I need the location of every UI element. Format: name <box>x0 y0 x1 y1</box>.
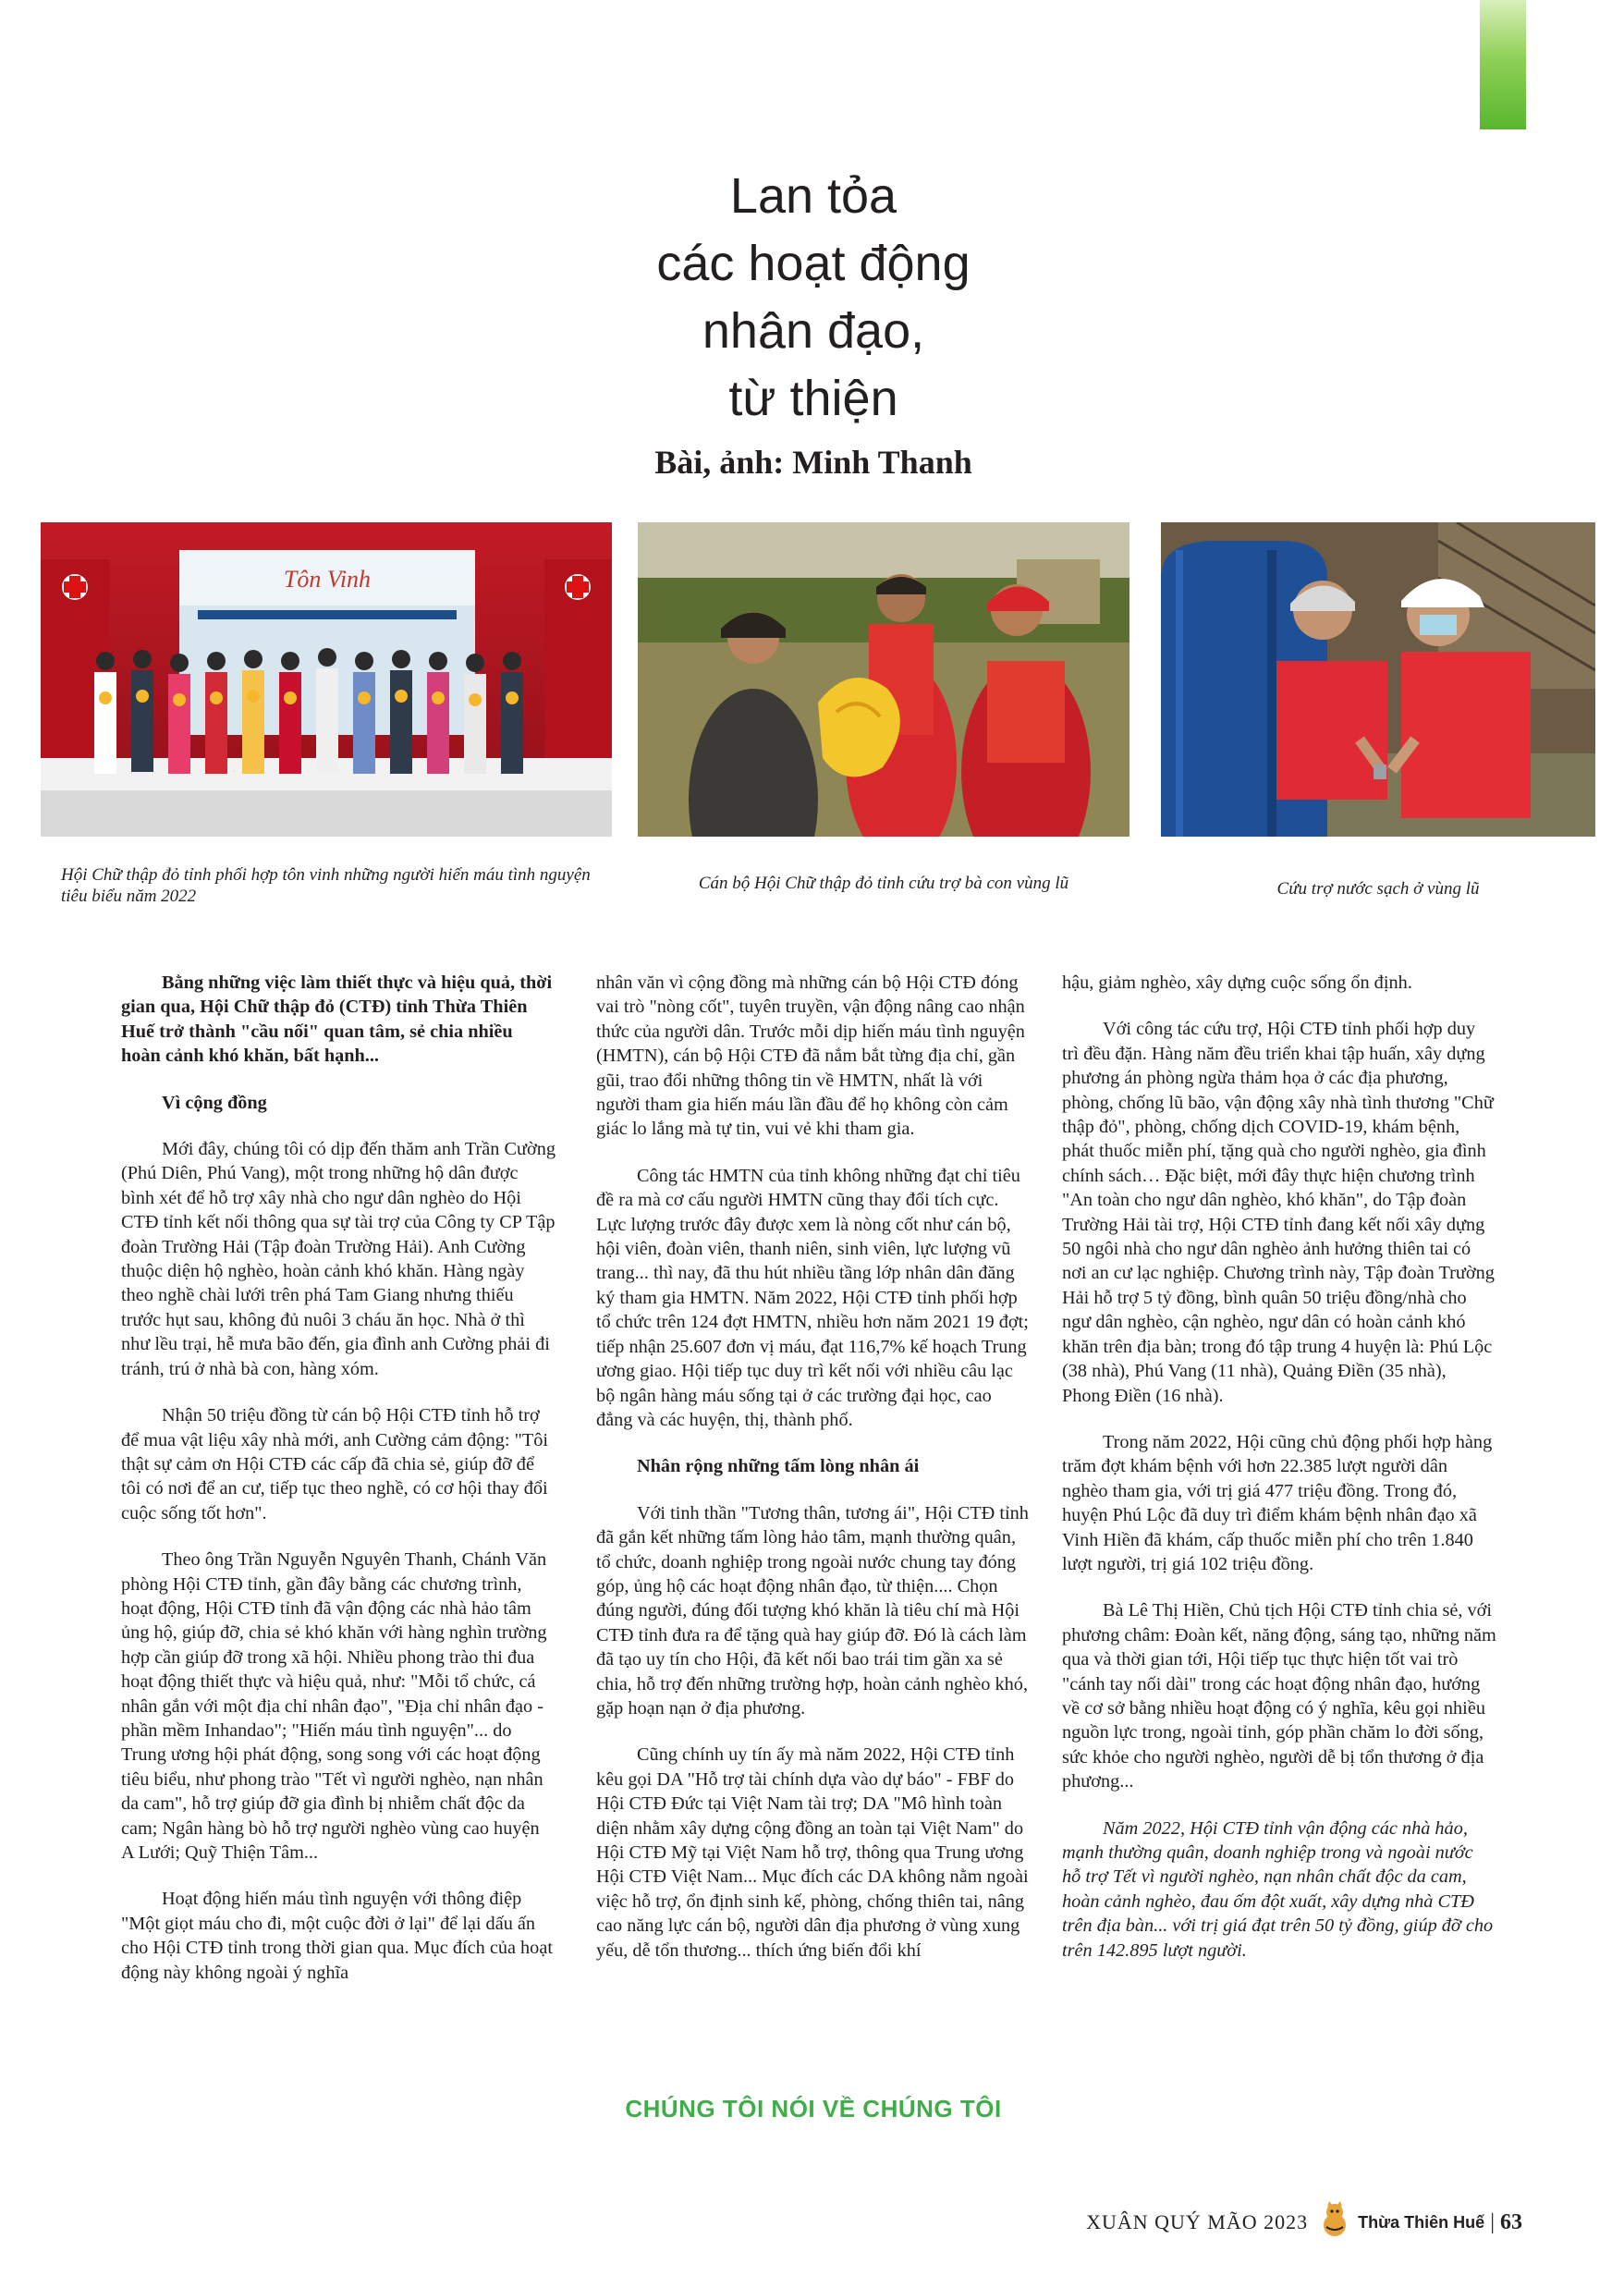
title-line: các hoạt động <box>656 236 971 291</box>
section-label: CHÚNG TÔI NÓI VỀ CHÚNG TÔI <box>625 2095 1002 2123</box>
paragraph: Với tinh thần "Tương thân, tương ái", Hội CTĐ tỉnh đã gắn kết những tấm lòng hảo tâm, mạnh thường quân, tổ chức, doanh nghiệp trong ngoài nước chung tay đóng góp, ủng hộ các hoạt động nhân đạo, từ thiện.... Chọn đúng người, đúng đối tượng khó khăn là tiêu chí mà Hội CTĐ tỉnh đưa ra để tặng quà hay giúp đỡ. Đó là cách làm đã tạo uy tín cho Hội, đã kết nối bao trái tim gần xa sẻ chia, hỗ trợ đến những trường hợp, hoàn cảnh nghèo khó, gặp hoạn nạn ở địa phương. <box>596 1502 1029 1719</box>
publication-name: Thừa Thiên Huế <box>1358 2212 1485 2232</box>
paragraph: Công tác HMTN của tỉnh không những đạt chỉ tiêu đề ra mà cơ cấu người HMTN cũng thay đổi tích cực. Lực lượng trước đây được xem là nòng cốt như cán bộ, hội viên, đoàn viên, thanh niên, sinh viên, lực lượng vũ trang... thì nay, đã thu hút nhiều tầng lớp nhân dân đăng ký tham gia HMTN. Năm 2022, Hội CTĐ tỉnh phối hợp tổ chức trên 124 đợt HMTN, nhiều hơn năm 2021 19 đợt; tiếp nhận 25.607 đơn vị máu, đạt 116,7% kế hoạch Trung ương giao. Hội tiếp tục duy trì kết nối với nhiều câu lạc bộ ngân hàng máu sống tại ở các trường đại học, cao đẳng và các huyện, thị, thành phố. <box>596 1165 1029 1430</box>
paragraph: hậu, giảm nghèo, xây dựng cuộc sống ổn định. <box>1062 973 1412 993</box>
caption-clean-water: Cứu trợ nước sạch ở vùng lũ <box>1276 879 1480 899</box>
byline: Bài, ảnh: Minh Thanh <box>654 444 972 481</box>
section-color-tab <box>1480 0 1526 129</box>
page-number: 63 <box>1500 2209 1522 2234</box>
article-column-2 <box>596 971 1031 1985</box>
article-column-1 <box>121 971 556 2007</box>
ceremony-banner-title: Tôn Vinh <box>283 566 372 593</box>
paragraph: nhân văn vì cộng đồng mà những cán bộ Hội CTĐ đóng vai trò "nòng cốt", tuyên truyền, vận động nâng cao nhận thức của người dân. Trước mỗi dịp hiến máu tình nguyện (HMTN), cán bộ Hội CTĐ đã nắm bắt từng địa chỉ, gần gũi, trao đổi những thông tin về HMTN, nhất là với người tham gia hiến máu lần đầu để họ không còn cảm giác lo lắng mà tự tin, vui vẻ khi tham gia. <box>596 973 1025 1140</box>
closing-note: Năm 2022, Hội CTĐ tỉnh vận động các nhà hảo, mạnh thường quân, doanh nghiệp trong và ngoài nước hỗ trợ Tết vì người nghèo, nạn nhân chất độc da cam, hoàn cảnh nghèo, đau ốm đột xuất, xây dựng nhà CTĐ trên địa bàn... với trị giá đạt trên 50 tỷ đồng, giúp đỡ cho trên 142.895 lượt người. <box>1062 1817 1494 1961</box>
paragraph: Trong năm 2022, Hội cũng chủ động phối hợp hàng trăm đợt khám bệnh với hơn 22.385 lượt người dân nghèo tham gia, với trị giá 477 triệu đồng. Trong đó, huyện Phú Lộc đã duy trì điểm khám bệnh nhân đạo xã Vinh Hiền đã khám, cấp thuốc miễn phí cho trên 1.840 lượt người, trị giá 102 triệu đồng. <box>1062 1431 1493 1574</box>
photo-ceremony <box>41 522 612 837</box>
page-footer <box>1086 2204 1522 2241</box>
article-title <box>555 163 1072 433</box>
section-heading: Nhân rộng những tấm lòng nhân ái <box>637 1456 920 1477</box>
caption-ceremony: Hội Chữ thập đỏ tỉnh phối hợp tôn vinh những người hiến máu tình nguyện tiêu biểu năm 2022 <box>61 865 591 906</box>
paragraph: Theo ông Trần Nguyễn Nguyên Thanh, Chánh Văn phòng Hội CTĐ tỉnh, gần đây bằng các chương trình, hoạt động, Hội CTĐ tỉnh đã vận động các nhà hảo tâm ủng hộ, giúp đỡ, chia sẻ khó khăn với hàng nghìn trường hợp cần giúp đỡ trong xã hội. Nhiều phong trào thi đua hoạt động thiết thực và hiệu quả, như: "Mỗi tổ chức, cá nhân gắn với một địa chỉ nhân đạo", "Địa chỉ nhân đạo - phần mềm Inhandao"; "Hiến máu tình nguyện"... do Trung ương hội phát động, song song với các hoạt động tiêu biểu, như phong trào "Tết vì người nghèo, nạn nhân da cam", hỗ trợ giúp đỡ gia đình bị nhiễm chất độc da cam; Ngân hàng bò hỗ trợ người nghèo vùng cao huyện A Lưới; Quỹ Thiện Tâm... <box>121 1549 547 1863</box>
caption-flood-relief: Cán bộ Hội Chữ thập đỏ tỉnh cứu trợ bà con vùng lũ <box>698 874 1069 893</box>
separator: | <box>1490 2209 1495 2234</box>
paragraph: Bà Lê Thị Hiền, Chủ tịch Hội CTĐ tỉnh chia sẻ, với phương châm: Đoàn kết, năng động, sáng tạo, những năm qua và thời gian tới, Hội tiếp tục thực hiện tốt vai trò "cánh tay nối dài" trong các hoạt động nhân đạo, hướng về cơ sở bằng nhiều hoạt động có ý nghĩa, kêu gọi nhiều nguồn lực trong, ngoài tỉnh, góp phần chăm lo đời sống, sức khỏe cho người nghèo, người dễ bị tổn thương ở địa phương... <box>1062 1600 1496 1792</box>
photo-clean-water <box>1161 522 1595 837</box>
title-line: từ thiện <box>728 371 898 426</box>
paragraph: Cũng chính uy tín ấy mà năm 2022, Hội CTĐ tỉnh kêu gọi DA "Hỗ trợ tài chính dựa vào dự báo" - FBF do Hội CTĐ Đức tại Việt Nam tài trợ; DA "Mô hình toàn diện nhằm xây dựng cộng đồng an toàn tại Việt Nam" do Hội CTĐ Mỹ tại Việt Nam hỗ trợ, thông qua Trung ương Hội CTĐ Việt Nam... Mục đích các DA không nằm ngoài việc hỗ trợ, ổn định sinh kế, phòng, chống thiên tai, nâng cao năng lực cán bộ, người dân địa phương ở vùng xung yếu, dễ tổn thương... thích ứng biến đổi khí <box>596 1744 1029 1961</box>
paragraph: Hoạt động hiến máu tình nguyện với thông điệp "Một giọt máu cho đi, một cuộc đời ở lại" để lại dấu ấn cho Hội CTĐ tỉnh trong thời gian qua. Mục đích của hoạt động này không ngoài ý nghĩa <box>121 1889 553 1983</box>
section-heading: Vì cộng đồng <box>162 1092 267 1113</box>
article-lead: Bằng những việc làm thiết thực và hiệu quả, thời gian qua, Hội Chữ thập đỏ (CTĐ) tỉnh Thừa Thiên Huế trở thành "cầu nối" quan tâm, sẻ chia nhiều hoàn cảnh khó khăn, bất hạnh... <box>121 973 553 1067</box>
paragraph: Mới đây, chúng tôi có dịp đến thăm anh Trần Cường (Phú Diên, Phú Vang), một trong những hộ dân được bình xét để hỗ trợ xây nhà cho ngư dân nghèo do Hội CTĐ tỉnh kết nối thông qua sự tài trợ của Công ty CP Tập đoàn Trường Hải (Tập đoàn Trường Hải). Anh Cường thuộc diện hộ nghèo, hoàn cảnh khó khăn. Hàng ngày theo nghề chài lưới trên phá Tam Giang nhưng thiếu trước hụt sau, không đủ nuôi 3 cháu ăn học. Nhà ở thì như lều trại, hễ mưa bão đến, gia đình anh Cường phải đi tránh, trú ở nhà bà con, hàng xóm. <box>121 1139 556 1379</box>
issue-label: XUÂN QUÝ MÃO 2023 <box>1086 2210 1309 2233</box>
paragraph: Nhận 50 triệu đồng từ cán bộ Hội CTĐ tỉnh hỗ trợ để mua vật liệu xây nhà mới, anh Cường cảm động: "Tôi thật sự cảm ơn Hội CTĐ các cấp đã chia sẻ, giúp đỡ để tôi có nơi để an cư, tiếp tục theo nghề, có cơ hội thay đổi cuộc sống tốt hơn". <box>121 1405 549 1523</box>
photo-flood-relief <box>638 522 1129 837</box>
title-line: nhân đạo, <box>702 303 925 359</box>
mascot-icon <box>1317 2201 1352 2244</box>
paragraph: Với công tác cứu trợ, Hội CTĐ tỉnh phối hợp duy trì đều đặn. Hàng năm đều triển khai tập huấn, xây dựng phương án phòng ngừa thảm họa ở các địa phương, phòng, chống lũ bão, vận động xây nhà tình thương "Chữ thập đỏ", phòng, chống dịch COVID-19, khám bệnh, phát thuốc miễn phí, tặng quà cho người nghèo, gia đình chính sách… Đặc biệt, mới đây thực hiện chương trình "An toàn cho ngư dân nghèo, khó khăn", do Tập đoàn Trường Hải tài trợ, Hội CTĐ tỉnh đang kết nối xây dựng 50 ngôi nhà cho ngư dân nghèo ảnh hưởng thiên tai có nơi an cư lạc nghiệp. Chương trình này, Tập đoàn Trường Hải hỗ trợ 5 tỷ đồng, bình quân 50 triệu đồng/nhà cho ngư dân nghèo, cận nghèo, ngư dân có hoàn cảnh khó khăn trên địa bàn; trong đó tập trung 4 huyện là: Phú Lộc (38 nhà), Phú Vang (11 nhà), Quảng Điền (35 nhà), Phong Điền (16 nhà). <box>1062 1019 1495 1406</box>
title-line: Lan tỏa <box>729 168 897 224</box>
article-column-3 <box>1062 971 1496 1985</box>
